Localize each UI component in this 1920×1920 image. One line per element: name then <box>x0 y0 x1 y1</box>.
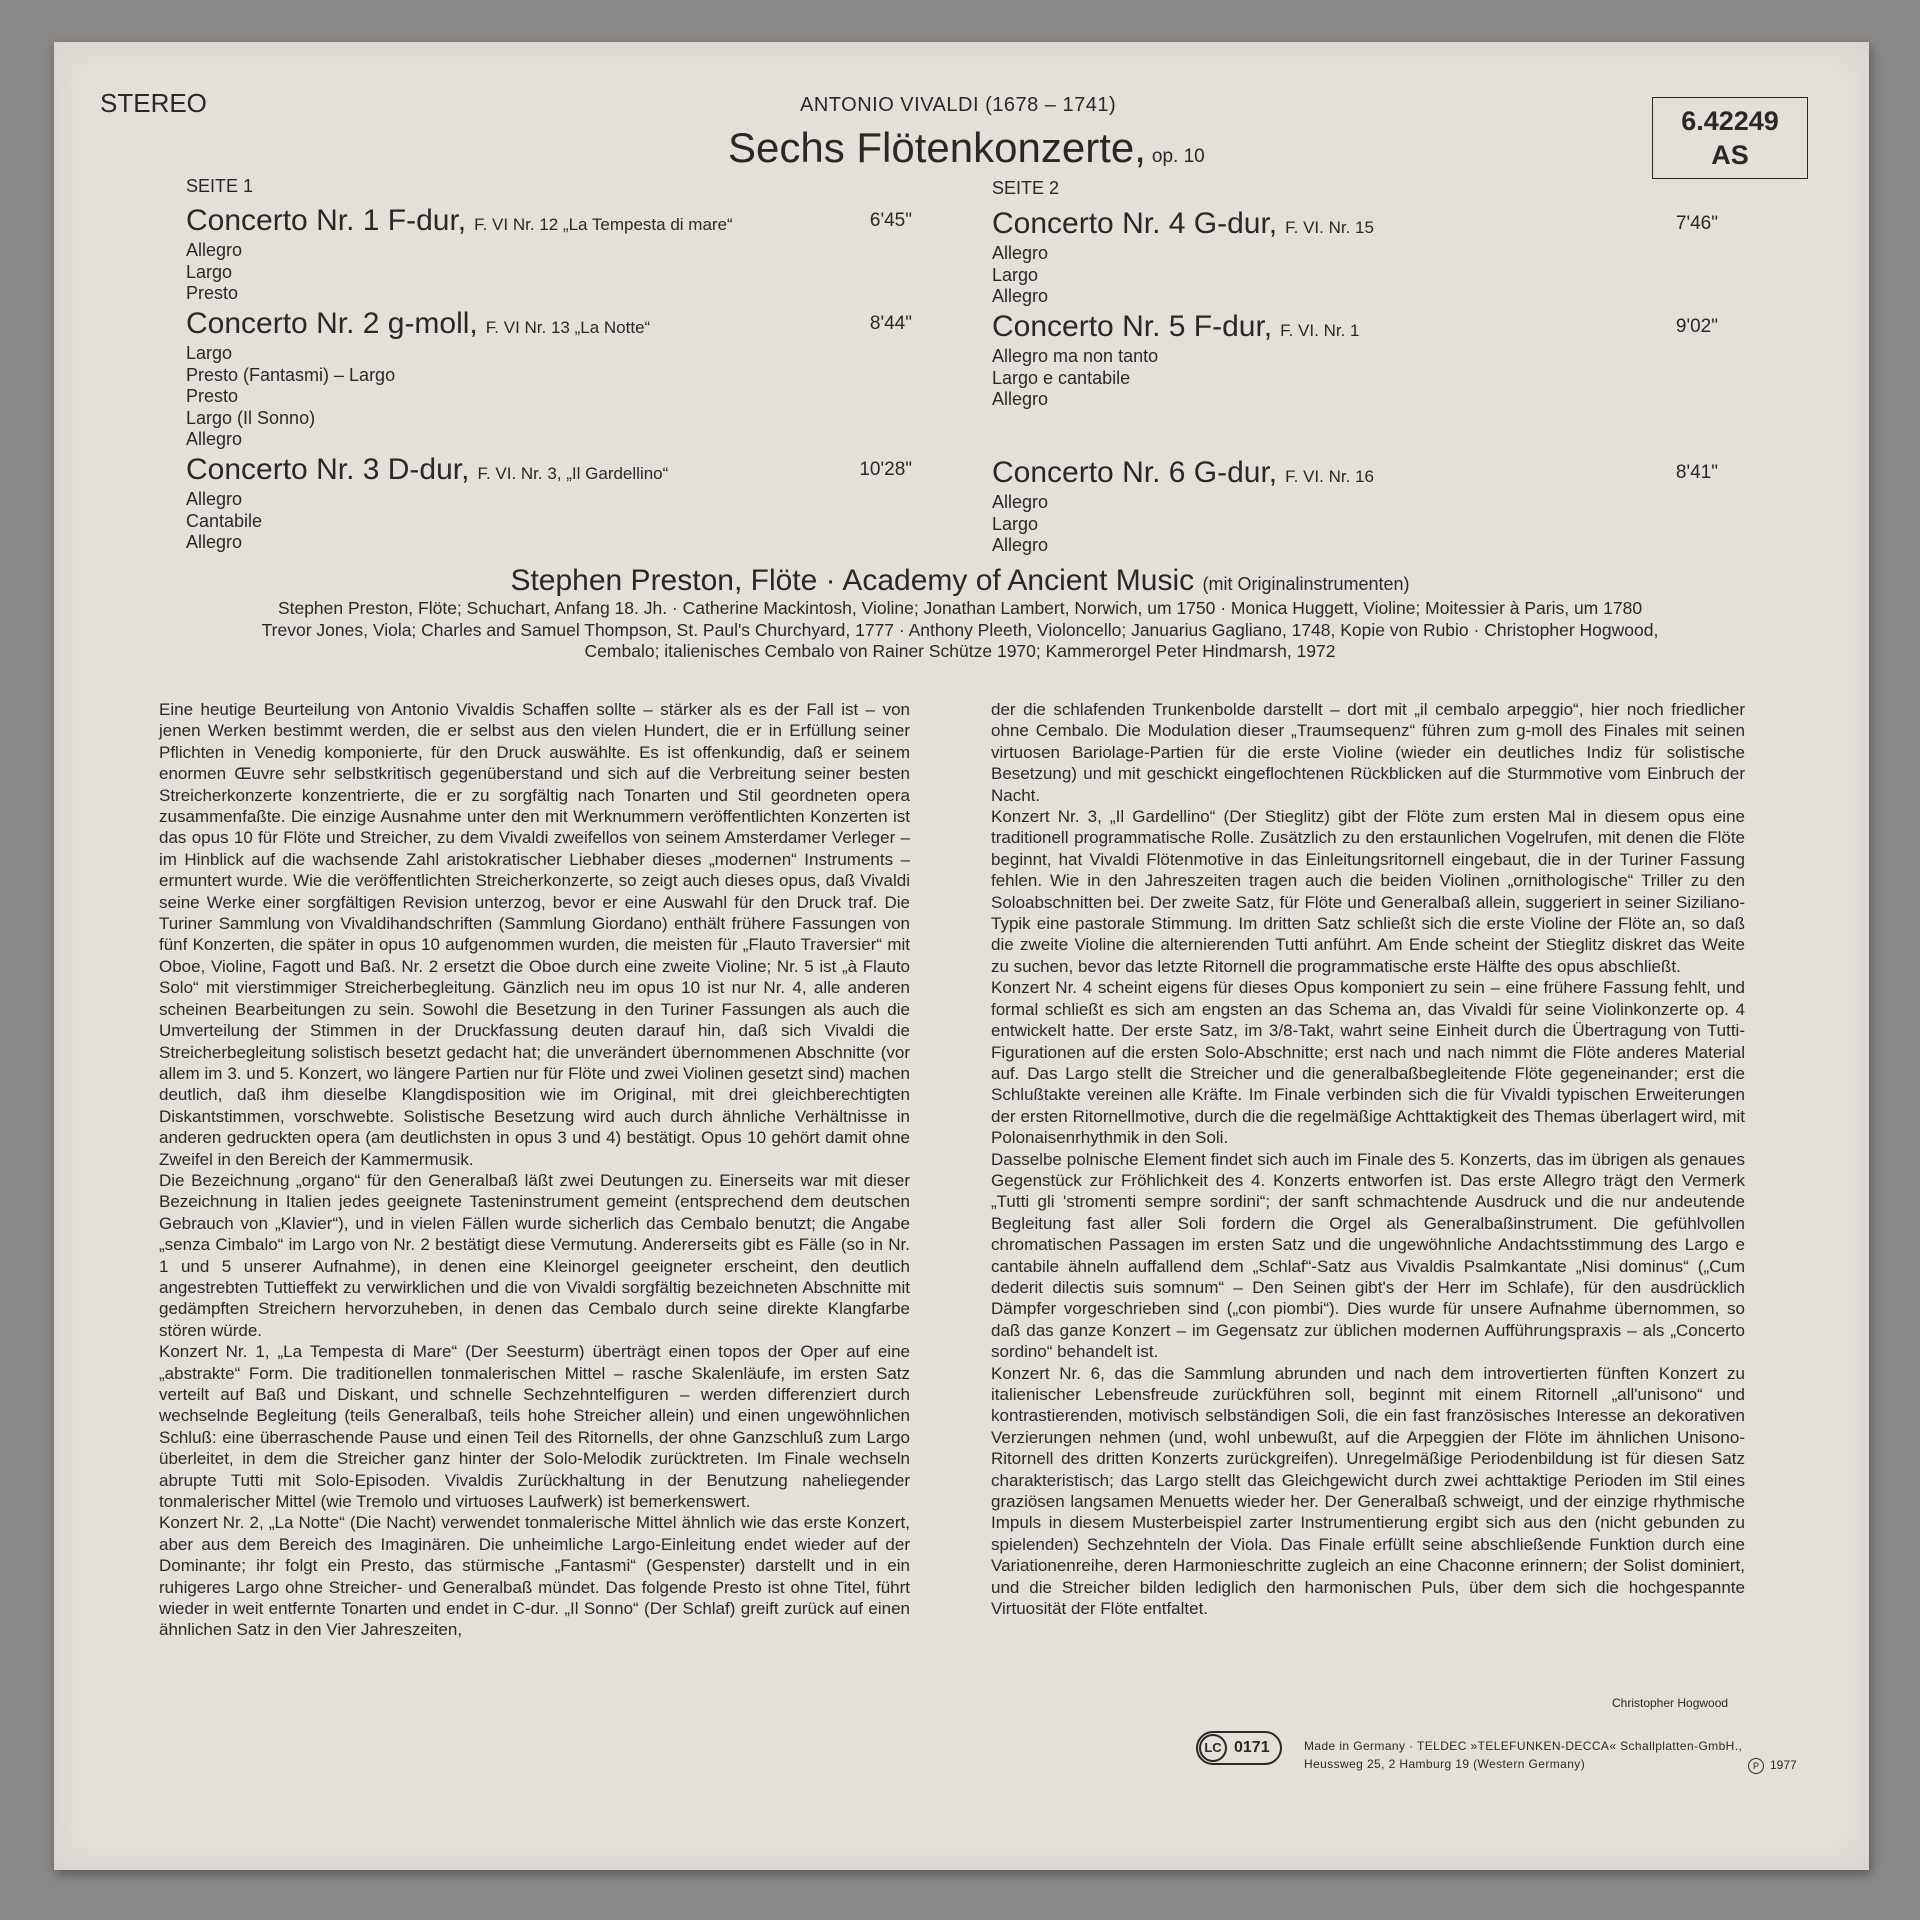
concerto-title: Concerto Nr. 3 D-dur, <box>186 453 470 486</box>
catalog-number-box <box>1652 97 1808 179</box>
movement: Allegro <box>992 535 1049 555</box>
duration: 8'41" <box>1675 462 1718 483</box>
notes-author: Christopher Hogwood <box>1612 1696 1729 1710</box>
movement: Largo <box>186 343 233 363</box>
liner-notes-right <box>991 699 1745 1619</box>
side-1-label: SEITE 1 <box>186 176 254 196</box>
instrument-credits <box>180 598 1740 663</box>
movement: Largo <box>992 264 1039 285</box>
movement: Largo <box>186 261 233 282</box>
lc-number: 0171 <box>1234 1739 1270 1756</box>
paragraph: Die Bezeichnung „organo“ für den Generalbaß läßt zwei Deutungen zu. Einerseits war mit dieser Bezeichnung in Italien jedes geeignete Tasteninstrument gemeint (entsprechend dem deutschen Gebrauch von „Klavier“), und in vielen Fällen wurde sicherlich das Cembalo benutzt; die Angabe „senza Cimbalo“ im Largo von Nr. 2 bestätigt diese Vermutung. Andererseits gibt es Fälle (so in Nr. 1 und 5 unserer Aufnahme), in denen eine Kleinorgel geeigneter erscheint, den deutlich angestrebten Tuttieffekt zu verwirklichen und die von Vivaldi sorgfältig bezeichneten Abschnitte mit gedämpften Streichern hervorzuheben, in denen das Cembalo durch seine direkte Klangfarbe stören würde. <box>159 1170 910 1340</box>
movement: Allegro <box>186 429 243 449</box>
movement: Allegro ma non tanto <box>992 346 1159 366</box>
phonogram-copyright <box>1748 1758 1797 1774</box>
movement: Cantabile <box>186 510 263 531</box>
paragraph: Konzert Nr. 1, „La Tempesta di Mare“ (Der Seesturm) überträgt einen topos der Oper auf eine „abstrakte“ Form. Die traditionellen tonmalerischen Mittel – rasche Skalenläufe, im ersten Satz verteilt auf Baß und Diskant, und schnelle Sechzehntelfiguren – werden differenziert durch wechselnde Begleitung (teils Generalbaß, teils hohe Streicher allein) und einen ungewöhnlichen Schluß: eine überraschende Pause und einen Teil des Ritornells, der ohne Ganzschluß zum Largo überleitet, in dem die Streicher ganz hinter der Solo-Melodik zurücktreten. Im Finale wechseln abrupte Tutti mit Solo-Episoden. Vivaldis Zurückhaltung in der Benutzung naheliegender tonmalerischer Mittel (wie Tremolo und virtuoses Laufwerk) ist bemerkenswert. <box>159 1342 910 1512</box>
duration: 8'44" <box>869 313 912 334</box>
lc-circle: LC <box>1199 1734 1227 1762</box>
paragraph: Konzert Nr. 2, „La Notte“ (Die Nacht) verwendet tonmalerische Mittel ähnlich wie das erste Konzert, aber aus dem Bereich des Imaginären. Die unheimliche Largo-Einleitung endet wieder auf der Dominante; ihr folgt ein Presto, das stürmische „Fantasmi“ (Gespenster) darstellt und in ein ruhigeres Largo ohne Streicher- und Generalbaß mündet. Das folgende Presto ist ohne Titel, führt wieder in weit entfernte Tonarten und endet in C-dur. „Il Sonno“ (Der Schlaf) greift zurück auf einen ähnlichen Satz in den Vier Jahreszeiten, <box>159 1513 910 1640</box>
duration: 6'45" <box>869 210 912 231</box>
duration: 9'02" <box>1675 316 1718 337</box>
side-2-label: SEITE 2 <box>992 178 1060 198</box>
catalog-number: 6.42249 <box>1681 106 1779 136</box>
concerto-catalog: F. VI Nr. 12 „La Tempesta di mare“ <box>474 215 733 234</box>
concerto-title: Concerto Nr. 2 g-moll, <box>186 307 478 340</box>
paragraph: Konzert Nr. 3, „Il Gardellino“ (Der Stieglitz) gibt der Flöte zum ersten Mal in diesem opus eine traditionell programmatische Rolle. Zusätzlich zu den erstaunlichen Vogelrufen, mit denen die Flöte beginnt, hat Vivaldi Flötenmotive in das Einleitungsritornell eingebaut, die in der Turiner Fassung fehlen. Wie in den Jahreszeiten tragen auch die beiden Violinen „ornithologische“ Triller zu den Soloabschnitten bei. Der zweite Satz, für Flöte und Generalbaß allein, suggeriert in seiner Siziliano-Typik eine pastorale Stimmung. Im dritten Satz schließt sich die erste Violine der Flöte an, so daß die zweite Violine die alternierenden Tutti anführt. Am Ende scheint der Stieglitz diskret das Weite zu suchen, bevor das letzte Ritornell die programmatische erste Hälfte des opus abschließt. <box>991 807 1745 976</box>
publisher-info <box>1304 1737 1742 1773</box>
paragraph: Konzert Nr. 4 scheint eigens für dieses Opus komponiert zu sein – eine frühere Fassung fehlt, und formal schließt es sich am engsten an das Schema an, das Vivaldi für seine Violinkonzerte op. 4 entwickelt hatte. Der erste Satz, im 3/8-Takt, wahrt seine Einheit durch die Übertragung von Tutti-Figurationen auf die ersten Solo-Abschnitte; erst nach und nach nimmt die Flöte anderes Material auf. Das Largo stellt die Streicher und die generalbaßbegleitende Flöte gegeneinander; erst die Schlußtakte vereinen alle Kräfte. Im Finale verbinden sich die für Vivaldi typischen Erweiterungen der ersten Ritornellmotive, durch die die regelmäßige Achttaktigkeit des Themas überlagert wird, mit Polonaisenrhythmik in den Soli. <box>991 978 1745 1148</box>
movement: Allegro <box>992 389 1049 409</box>
concerto-6 <box>992 456 1718 557</box>
concerto-catalog: F. VI. Nr. 16 <box>1285 467 1374 486</box>
liner-notes-left <box>159 699 910 1641</box>
movement: Allegro <box>186 489 243 509</box>
paragraph: Dasselbe polnische Element findet sich auch im Finale des 5. Konzerts, das im übrigen als genaues Gegenstück zur Fröhlichkeit des 4. Konzerts entworfen ist. Das erste Allegro trägt den Vermerk „Tutti gli 'stromenti sempre sordini“; der sanft schmachtende Ausdruck und die nur andeutende Begleitung fast aller Soli fordern die Orgel als Generalbaßinstrument. Die gefühlvollen chromatischen Passagen im ersten Satz und die ungewöhnliche Andachtsstimmung des Largo e cantabile ähneln auffallend dem „Schlaf“-Satz aus Vivaldis Psalmkantate „Nisi dominus“ („Cum dederit dilectis suis somnum“ – Den Seinen gibt's der Herr im Schlafe), für den ausdrücklich Dämpfer vorgeschrieben sind („con piombi“). Dies wurde für unsere Aufnahme übernommen, so daß das ganze Konzert – im Gegensatz zur üblichen modernen Aufführungspraxis – als „Concerto sordino“ behandelt ist. <box>991 1149 1745 1362</box>
paragraph: der die schlafenden Trunkenbolde darstellt – dort mit „il cembalo arpeggio“, hier noch friedlicher ohne Cembalo. Die Modulation dieser „Traumsequenz“ führen zum g-moll des Finales mit seinen virtuosen Bariolage-Partien für die erste Violine (wieder ein deutliches Indiz für solistische Besetzung) und mit geschickt eingeflochtenen Rückblicken auf die Sturmmotive vom Einbruch der Nacht. <box>991 700 1745 805</box>
performer-note: (mit Originalinstrumenten) <box>1202 574 1410 594</box>
movement: Presto (Fantasmi) – Largo <box>186 364 396 385</box>
publisher-address: Heussweg 25, 2 Hamburg 19 (Western Germany) <box>1304 1757 1586 1771</box>
credit-line: Trevor Jones, Viola; Charles and Samuel Thompson, St. Paul's Churchyard, 1777 · Anthony Pleeth, Violoncello; Januarius Gagliano, 1748, Kopie von Rubio · Christopher Hogwood, <box>261 619 1659 640</box>
concerto-heading <box>992 456 1718 492</box>
movement: Allegro <box>186 532 243 552</box>
concerto-title: Concerto Nr. 6 G-dur, <box>992 456 1278 489</box>
concerto-catalog: F. VI. Nr. 15 <box>1285 218 1374 237</box>
movement: Allegro <box>992 243 1049 263</box>
concerto-1 <box>186 204 912 305</box>
publisher-line: Made in Germany · TELDEC »TELEFUNKEN-DECCA« Schallplatten-GmbH., <box>1304 1739 1743 1753</box>
movement: Largo e cantabile <box>992 367 1131 388</box>
movement: Largo (Il Sonno) <box>186 407 316 428</box>
phonogram-icon: P <box>1748 1758 1764 1774</box>
concerto-title: Concerto Nr. 1 F-dur, <box>186 204 467 237</box>
concerto-title: Concerto Nr. 4 G-dur, <box>992 207 1278 240</box>
duration: 7'46" <box>1675 213 1718 234</box>
album-title <box>728 124 1205 172</box>
concerto-catalog: F. VI. Nr. 3, „Il Gardellino“ <box>477 464 669 483</box>
duration: 10'28" <box>859 459 912 480</box>
movement: Allegro <box>992 492 1049 512</box>
concerto-catalog: F. VI. Nr. 1 <box>1280 321 1360 340</box>
concerto-4 <box>992 207 1718 308</box>
concerto-heading <box>186 204 912 240</box>
copyright-year: 1977 <box>1770 1758 1797 1772</box>
performer-line <box>0 564 1920 598</box>
movement: Largo <box>992 513 1039 534</box>
concerto-heading <box>186 307 912 343</box>
movement: Allegro <box>992 286 1049 306</box>
movement: Presto <box>186 283 239 303</box>
concerto-heading <box>186 453 912 489</box>
concerto-3 <box>186 453 912 554</box>
performer-main: Stephen Preston, Flöte · Academy of Ancient Music <box>510 564 1195 597</box>
label-code-badge <box>1196 1731 1282 1765</box>
concerto-heading <box>992 310 1718 346</box>
paragraph: Eine heutige Beurteilung von Antonio Vivaldis Schaffen sollte – stärker als es der Fall ist – von jenen Werken bestimmt werden, die er selbst aus den vielen Hundert, die er in Erfüllung seiner Pflichten in Venedig komponierte, für den Druck auswählte. Es ist offenkundig, daß er seinem enormen Œuvre sehr selbstkritisch gegenüberstand und sich auf die Verbreitung seiner besten Streicherkonzerte konzentrierte, die er zu sorgfältig nach Tonarten und Stil geordneten opera zusammenfaßte. Die einzige Ausnahme unter den mit Werknummern veröffentlichten Konzerten ist das opus 10 für Flöte und Streicher, zu dem Vivaldi zweifellos von seinem Amsterdamer Verleger – im Hinblick auf die wachsende Zahl aristokratischer Liebhaber dieses „modernen“ Instruments – ermuntert wurde. Wie die veröffentlichten Streicherkonzerte, so zeigt auch dieses opus, daß Vivaldi seine Werke einer sorgfältigen Revision unterzog, bevor er eine Auswahl für den Druck traf. Die Turiner Sammlung von Vivaldihandschriften (Sammlung Giordano) enthält frühere Fassungen von fünf Konzerten, die später in opus 10 aufgenommen wurden, die meisten für „Flauto Traversier“ mit Oboe, Violine, Fagott und Baß. Nr. 2 ersetzt die Oboe durch eine zweite Violine; Nr. 5 ist „à Flauto Solo“ mit vierstimmiger Streicherbegleitung. Gänzlich neu im opus 10 ist nur Nr. 4, alle anderen scheinen Bearbeitungen zu sein. Sowohl die Besetzung in den Turiner Fassungen als auch die Umverteilung der Stimmen in der Druckfassung deuten darauf hin, daß sich Vivaldi die Streicherbegleitung solistisch besetzt gedacht hat; die unverändert übernommenen Abschnitte (vor allem im 3. und 5. Konzert, wo längere Partien nur für Flöte und zwei Violinen gesetzt sind) machen deutlich, daß ihm dieselbe Klangdisposition wie im Original, mit drei gleichberechtigten Diskantstimmen, vorschwebte. Solistische Besetzung wird auch durch ähnliche Verhältnisse in anderen gedruckten opera (am deutlichsten in opus 3 und 4) bestätigt. Opus 10 gehört damit ohne Zweifel in den Bereich der Kammermusik. <box>159 700 910 1169</box>
opus-number: op. 10 <box>1151 146 1205 167</box>
credit-line: Stephen Preston, Flöte; Schuchart, Anfang 18. Jh. · Catherine Mackintosh, Violine; Jonathan Lambert, Norwich, um 1750 · Monica Huggett, Violine; Moitessier à Paris, um 1780 <box>277 598 1643 618</box>
paragraph: Konzert Nr. 6, das die Sammlung abrunden und nach dem introvertierten fünften Konzert zu italienischer Lebensfreude zurückführen soll, beginnt mit einem Ritornell „all'unisono“ und kontrastierenden, motivisch selbständigen Soli, die ein fast französisches Interesse an dekorativen Verzierungen nehmen (und, wohl unbewußt, auf die Arpeggien der Flöte im ähnlichen Unisono-Ritornell des dritten Konzerts zurückgreifen). Unregelmäßige Periodenbildung ist für diesen Satz charakteristisch; das Largo stellt das Gleichgewicht durch zwei achttaktige Perioden im Stil eines graziösen langsamen Menuetts wieder her. Der Generalbaß schweigt, und der einzige rhythmische Impuls in diesem Musterbeispiel zarter Instrumentierung ergibt sich aus den (nicht gebunden zu spielenden) Sechzehnteln der Viola. Das Finale erfüllt seine abschließende Funktion durch eine Variationenreihe, deren Harmonieschritte zugleich an eine Chaconne erinnern; der Solist dominiert, und die Streicher bilden lediglich den harmonischen Puls, über dem sich die hochgespannte Virtuosität der Flöte entfaltet. <box>991 1363 1745 1619</box>
concerto-2 <box>186 307 912 451</box>
catalog-suffix: AS <box>1711 140 1749 170</box>
composer-line: ANTONIO VIVALDI (1678 – 1741) <box>800 94 1117 116</box>
concerto-5 <box>992 310 1718 411</box>
concerto-heading <box>992 207 1718 243</box>
credit-line: Cembalo; italienisches Cembalo von Rainer Schütze 1970; Kammerorgel Peter Hindmarsh, 1972 <box>584 641 1336 661</box>
movement: Presto <box>186 386 239 406</box>
movement: Allegro <box>186 240 243 260</box>
album-title-text: Sechs Flötenkonzerte, <box>728 124 1146 171</box>
concerto-catalog: F. VI Nr. 13 „La Notte“ <box>485 318 651 337</box>
concerto-title: Concerto Nr. 5 F-dur, <box>992 310 1273 343</box>
stereo-label: STEREO <box>100 88 207 118</box>
